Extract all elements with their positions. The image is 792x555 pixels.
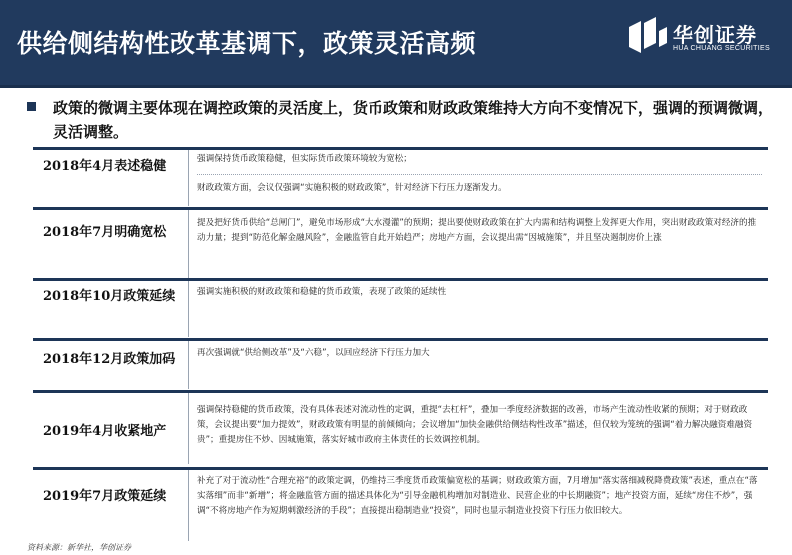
row-desc: 强调实施积极的财政政策和稳健的货币政策，表现了政策的延续性 — [197, 287, 447, 297]
page-title: 供给侧结构性改革基调下，政策灵活高频 — [17, 29, 477, 58]
table-row — [33, 393, 768, 464]
row-content — [188, 341, 768, 389]
company-logo — [623, 13, 783, 71]
row-content — [188, 281, 768, 337]
table-row — [33, 210, 768, 278]
table-row — [33, 150, 768, 206]
row-desc: 补充了对于流动性“合理充裕”的政策定调，仍维持三季度货币政策偏宽松的基调；财政政策方面，7月增加“落实落细减税降费政策”表述，重点在“落实落细”而非“新增”；将金融监管方面的描述具体化为“引导金融机构增加对制造业、民营企业的中长期融资”；地产投资方面，延续“房住不炒”，强调“不将房地产作为短期刺激经济的手段”；直接提出稳制造业“投资”，同时也显示制造业投资下行压力依旧较大。 — [197, 476, 758, 516]
source-note: 资料来源：新华社，华创证券 — [27, 543, 131, 552]
intro-section — [23, 96, 779, 142]
row-label: 2019年4月收紧地产 — [43, 423, 167, 439]
header-bar — [0, 0, 792, 88]
intro-text: 政策的微调主要体现在调控政策的灵活度上，货币政策和财政政策维持大方向不变情况下，强调的预调微调，灵活调整。 — [53, 99, 774, 141]
policy-table — [33, 147, 768, 541]
row-label: 2018年10月政策延续 — [43, 288, 176, 304]
row-label: 2018年12月政策加码 — [43, 351, 176, 367]
logo-mark-icon — [623, 13, 671, 61]
row-content — [188, 210, 768, 278]
logo-text-cn: 华创证券 — [673, 23, 757, 47]
row-desc: 强调保持稳健的货币政策，没有具体表述对流动性的定调，重提“去杠杆”，叠加一季度经济数据的改善，市场产生流动性收紧的预期；对于财政政策，会议提出要“加力提效”，财政政策有明显的前倾倾向；会议增加“加快金融供给侧结构性改革”描述，但仅较为笼统的强调“着力解决融资难融资贵”；重提房住不炒、因城施策，落实好城市政府主体责任的长效调控机制。 — [197, 405, 753, 445]
row-label: 2018年7月明确宽松 — [43, 224, 167, 240]
logo-text-en: HUA CHUANG SECURITIES — [673, 45, 770, 52]
row-desc: 强调保持货币政策稳健，但实际货币政策环境较为宽松； — [197, 154, 412, 164]
row-content — [188, 150, 768, 206]
table-row — [33, 341, 768, 389]
row-content — [188, 393, 768, 464]
row-desc: 提及把好货币供给“总闸门”，避免市场形成“大水漫灌”的预期；提出要使财政政策在扩大内需和结构调整上发挥更大作用，突出财政政策对经济的推动力量；提到“防范化解金融风险”，金融监管自此开始趋严；房地产方面，会议提出需“因城施策”，并且坚决遏制房价上涨 — [197, 218, 757, 243]
row-content — [188, 470, 768, 541]
row-label: 2019年7月政策延续 — [43, 488, 167, 504]
row-desc: 再次强调就“供给侧改革”及“六稳”，以回应经济下行压力加大 — [197, 348, 430, 358]
bullet-square-icon — [27, 102, 36, 111]
row-label: 2018年4月表述稳健 — [43, 158, 167, 174]
table-row — [33, 470, 768, 541]
row-desc: 财政政策方面，会议仅强调“实施积极的财政政策”，针对经济下行压力逐渐发力。 — [197, 174, 762, 196]
table-row — [33, 281, 768, 337]
